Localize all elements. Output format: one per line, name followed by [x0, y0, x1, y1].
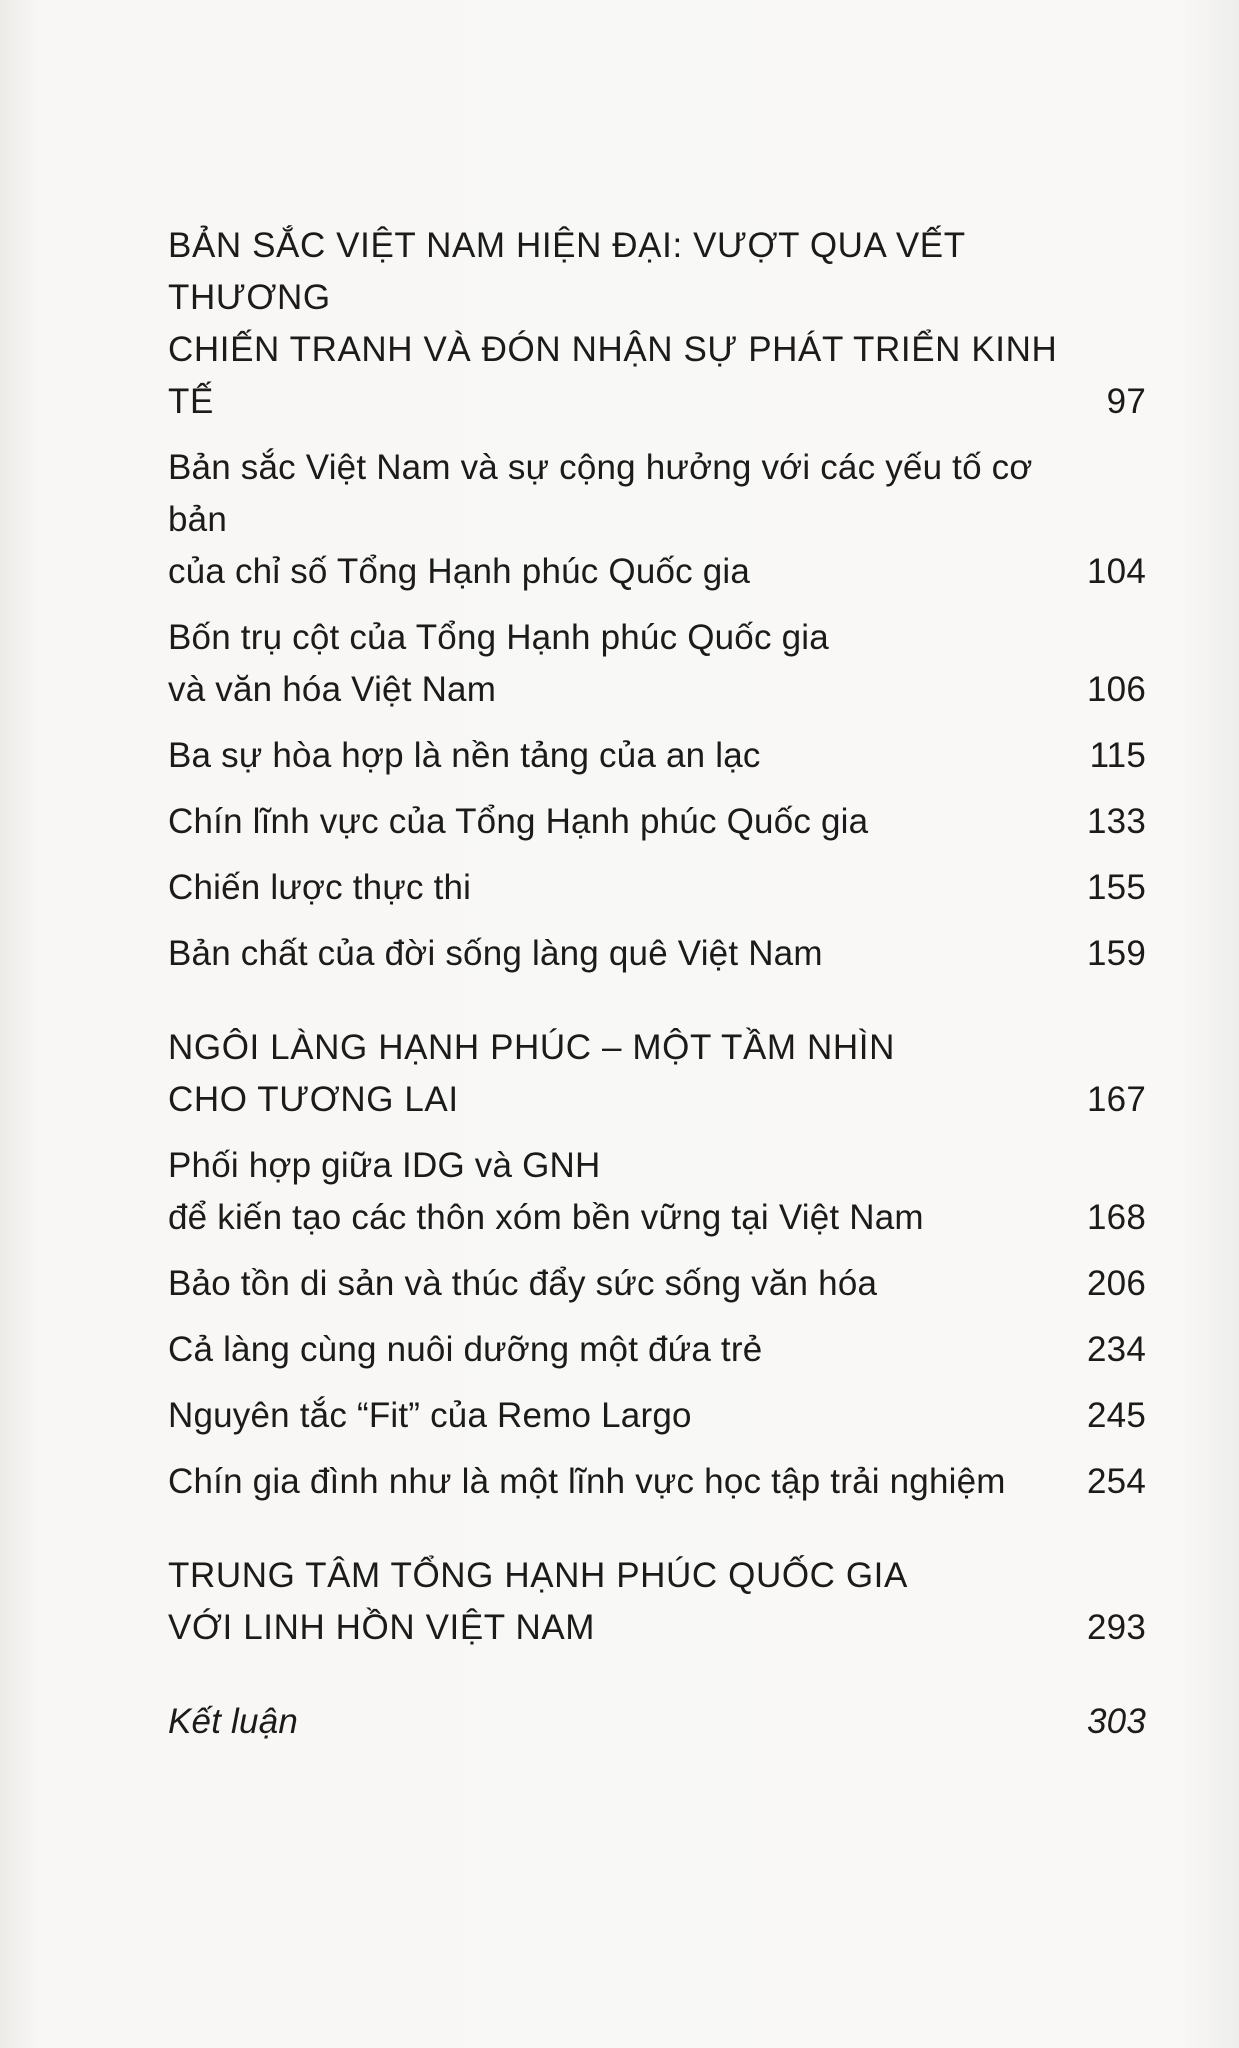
toc-entry-line: để kiến tạo các thôn xóm bền vững tại Việt Nam	[168, 1198, 924, 1237]
toc-page-number: 115	[1089, 736, 1146, 775]
toc-entry-title	[168, 1390, 1066, 1442]
toc-entry-line: Chín lĩnh vực của Tổng Hạnh phúc Quốc gia	[168, 802, 869, 841]
toc-entry-title	[168, 1258, 1066, 1310]
toc-entry-line: Nguyên tắc “Fit” của Remo Largo	[168, 1396, 692, 1435]
toc-entry-chapter	[168, 796, 1146, 848]
toc-entry-title	[168, 730, 1066, 782]
toc-entry-title	[168, 1022, 1066, 1126]
toc-entry-chapter	[168, 1324, 1146, 1376]
toc-entry-line: và văn hóa Việt Nam	[168, 670, 497, 709]
toc-entry-chapter	[168, 442, 1146, 598]
toc-entry-part	[168, 1022, 1146, 1126]
toc-page-number: 254	[1087, 1462, 1146, 1501]
toc-entry-chapter	[168, 928, 1146, 980]
toc-entry-line: CHIẾN TRANH VÀ ĐÓN NHẬN SỰ PHÁT TRIỂN KINH TẾ	[168, 330, 1058, 421]
toc-page-number: 303	[1087, 1702, 1146, 1741]
toc-entry-title	[168, 1696, 1066, 1748]
toc-entry-title	[168, 1324, 1066, 1376]
toc-page-number: 234	[1087, 1330, 1146, 1369]
toc-page-number: 155	[1087, 868, 1146, 907]
toc-entry-chapter	[168, 862, 1146, 914]
toc-entry-chapter	[168, 1456, 1146, 1508]
toc-entry-line: Bản chất của đời sống làng quê Việt Nam	[168, 934, 823, 973]
toc-entry-chapter	[168, 1140, 1146, 1244]
toc-entry-line: Kết luận	[168, 1702, 299, 1741]
toc-entry-line: TRUNG TÂM TỔNG HẠNH PHÚC QUỐC GIA	[168, 1556, 908, 1595]
table-of-contents	[168, 220, 1146, 1748]
toc-entry-title	[168, 442, 1066, 598]
toc-entry-part	[168, 220, 1146, 428]
toc-entry-line: Chín gia đình như là một lĩnh vực học tập trải nghiệm	[168, 1462, 1006, 1501]
toc-entry-line: Phối hợp giữa IDG và GNH	[168, 1146, 601, 1185]
toc-page-number: 106	[1087, 670, 1146, 709]
toc-entry-conclusion	[168, 1696, 1146, 1748]
toc-entry-part	[168, 1550, 1146, 1654]
toc-entry-line: Bản sắc Việt Nam và sự cộng hưởng với các yếu tố cơ bản	[168, 448, 1033, 539]
toc-entry-line: BẢN SẮC VIỆT NAM HIỆN ĐẠI: VƯỢT QUA VẾT THƯƠNG	[168, 226, 966, 317]
toc-entry-line: Chiến lược thực thi	[168, 868, 472, 907]
toc-page-number: 133	[1087, 802, 1146, 841]
toc-entry-line: Bảo tồn di sản và thúc đẩy sức sống văn hóa	[168, 1264, 878, 1303]
toc-page-number: 245	[1087, 1396, 1146, 1435]
toc-entry-line: Cả làng cùng nuôi dưỡng một đứa trẻ	[168, 1330, 763, 1369]
toc-entry-title	[168, 1456, 1066, 1508]
toc-entry-title	[168, 612, 1066, 716]
toc-entry-chapter	[168, 612, 1146, 716]
toc-page-number: 97	[1106, 382, 1146, 421]
toc-entry-title	[168, 1550, 1066, 1654]
toc-entry-title	[168, 862, 1066, 914]
toc-entry-line: VỚI LINH HỒN VIỆT NAM	[168, 1608, 596, 1647]
toc-entry-title	[168, 1140, 1066, 1244]
toc-entry-title	[168, 220, 1066, 428]
toc-page-number: 293	[1087, 1608, 1146, 1647]
toc-entry-line: Bốn trụ cột của Tổng Hạnh phúc Quốc gia	[168, 618, 829, 657]
toc-entry-title	[168, 796, 1066, 848]
toc-page-number: 206	[1087, 1264, 1146, 1303]
toc-page-number: 159	[1087, 934, 1146, 973]
toc-page-number: 104	[1087, 552, 1146, 591]
toc-page-number: 167	[1087, 1080, 1146, 1119]
toc-entry-line: CHO TƯƠNG LAI	[168, 1080, 459, 1119]
toc-entry-line: của chỉ số Tổng Hạnh phúc Quốc gia	[168, 552, 751, 591]
toc-entry-chapter	[168, 730, 1146, 782]
toc-entry-line: NGÔI LÀNG HẠNH PHÚC – MỘT TẦM NHÌN	[168, 1028, 895, 1067]
toc-entry-chapter	[168, 1390, 1146, 1442]
toc-entry-line: Ba sự hòa hợp là nền tảng của an lạc	[168, 736, 761, 775]
toc-entry-chapter	[168, 1258, 1146, 1310]
toc-page-number: 168	[1087, 1198, 1146, 1237]
toc-entry-title	[168, 928, 1066, 980]
